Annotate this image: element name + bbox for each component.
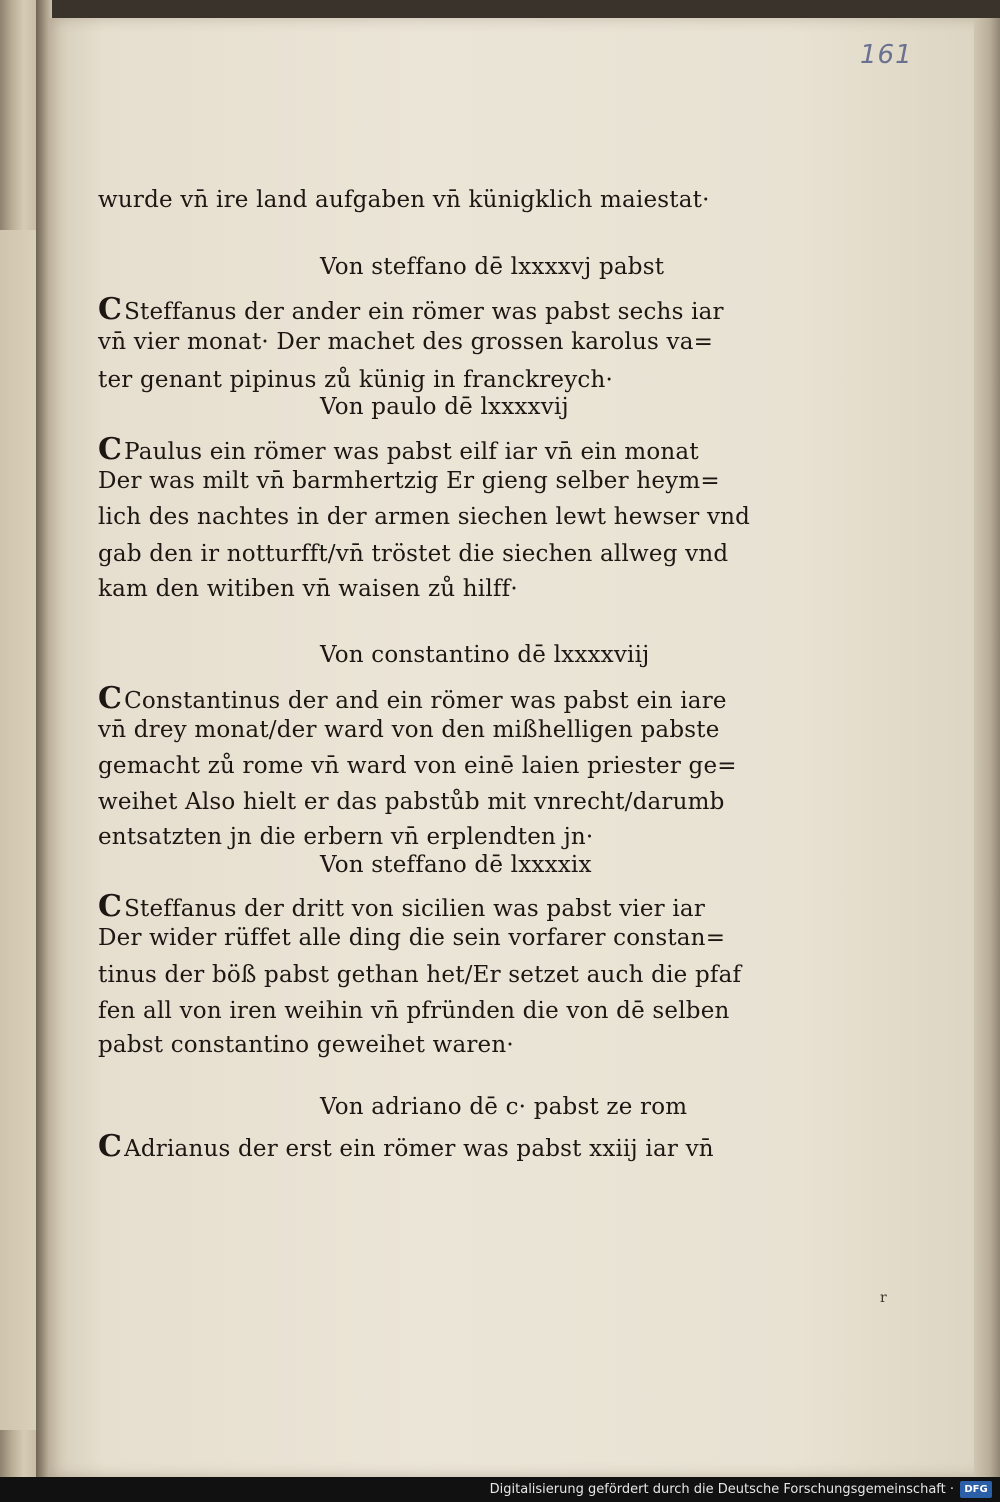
text-line: [98, 889, 705, 924]
line-text: lich des nachtes in der armen siechen lewt hewser vnd: [98, 504, 751, 530]
section-heading: [320, 394, 569, 420]
text-line: [98, 1032, 514, 1058]
line-text: Von adriano dē c· pabst ze rom: [320, 1094, 688, 1120]
line-text: Steffanus der dritt von sicilien was pabst vier iar: [124, 896, 706, 922]
text-line: [98, 367, 613, 393]
folio-number: 161: [860, 40, 913, 70]
line-text: Von constantino dē lxxxxviij: [320, 642, 650, 668]
line-text: ter genant pipinus zů künig in franckreych·: [98, 367, 614, 393]
text-line: [98, 789, 725, 815]
section-heading: [320, 642, 649, 668]
text-line: [98, 925, 725, 951]
text-line: [98, 962, 741, 988]
section-heading: [320, 254, 664, 280]
line-text: Der was milt vn̄ barmhertzig Er gieng selber heym=: [98, 468, 720, 494]
line-text: weihet Also hielt er das pabstůb mit vnrecht/darumb: [98, 789, 725, 815]
line-text: pabst constantino geweihet waren·: [98, 1032, 514, 1058]
text-line: [98, 329, 713, 355]
text-line: [98, 468, 720, 494]
line-text: kam den witiben vn̄ waisen zů hilff·: [98, 576, 518, 602]
line-text: Steffanus der ander ein römer was pabst sechs iar: [124, 299, 724, 325]
funding-credit: Digitalisierung gefördert durch die Deutsche Forschungsgemeinschaft ·: [489, 1482, 954, 1497]
line-text: Von steffano dē lxxxxvj pabst: [320, 254, 665, 280]
line-text: Von steffano dē lxxxxix: [320, 852, 592, 878]
text-line: [98, 541, 728, 567]
pilcrow-icon: C: [98, 889, 123, 924]
text-line: [98, 717, 720, 743]
line-text: wurde vn̄ ire land aufgaben vn̄ künigklich maiestat·: [98, 187, 710, 213]
line-text: fen all von iren weihin vn̄ pfründen die von dē selben: [98, 998, 730, 1024]
line-text: entsatzten jn die erbern vn̄ erplendten jn·: [98, 824, 594, 850]
text-line: [98, 1129, 714, 1164]
section-heading: [320, 852, 592, 878]
line-text: vn̄ drey monat/der ward von den mißhelligen pabste: [98, 717, 720, 743]
text-line: [98, 576, 518, 602]
pilcrow-icon: C: [98, 432, 123, 467]
signature-mark: r: [880, 1290, 887, 1306]
page-edge: [974, 18, 1000, 1477]
pilcrow-icon: C: [98, 681, 123, 716]
text-line: [98, 432, 699, 467]
line-text: Adrianus der erst ein römer was pabst xxiij iar vn̄: [124, 1136, 714, 1162]
line-text: Paulus ein römer was pabst eilf iar vn̄ ein monat: [124, 439, 699, 465]
line-text: tinus der böß pabst gethan het/Er setzet auch die pfaf: [98, 962, 742, 988]
text-line: [98, 292, 724, 327]
line-text: Von paulo dē lxxxxvij: [320, 394, 569, 420]
text-line: [98, 504, 750, 530]
line-text: gemacht zů rome vn̄ ward von einē laien priester ge=: [98, 753, 737, 779]
pilcrow-icon: C: [98, 292, 123, 327]
text-line: [98, 753, 737, 779]
text-line: [98, 681, 727, 716]
section-heading: [320, 1094, 687, 1120]
line-text: vn̄ vier monat· Der machet des grossen karolus va=: [98, 329, 714, 355]
pilcrow-icon: C: [98, 1129, 123, 1164]
dfg-logo: DFG: [960, 1481, 992, 1498]
recto-page: [48, 18, 980, 1477]
digitization-footer: [0, 1477, 1000, 1502]
line-text: gab den ir notturfft/vn̄ tröstet die siechen allweg vnd: [98, 541, 729, 567]
line-text: Der wider rüffet alle ding die sein vorfarer constan=: [98, 925, 726, 951]
text-line: [98, 824, 593, 850]
line-text: Constantinus der and ein römer was pabst ein iare: [124, 688, 727, 714]
text-line: [98, 187, 710, 213]
text-line: [98, 998, 730, 1024]
